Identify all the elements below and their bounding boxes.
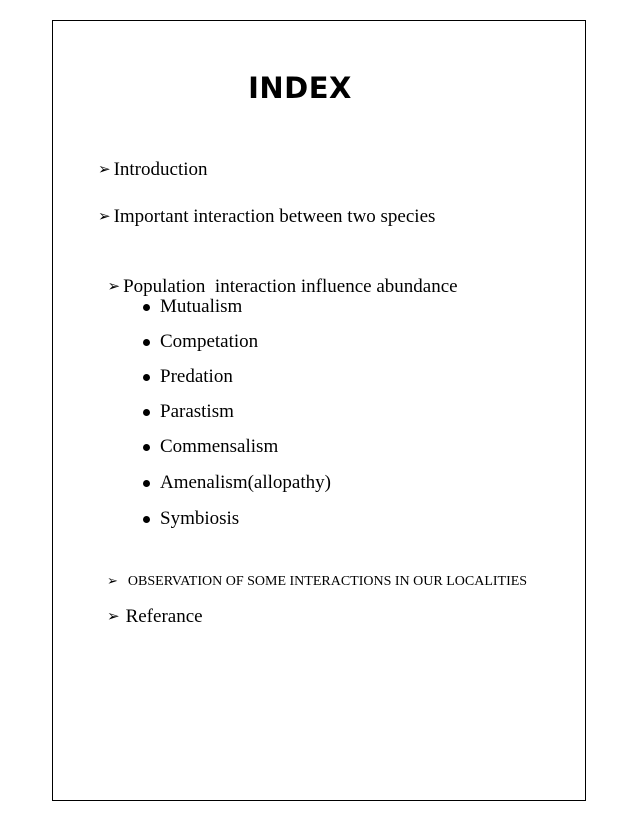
sub-item-label: Predation xyxy=(160,366,233,387)
sub-item-parastism xyxy=(160,400,234,424)
page-border xyxy=(52,20,586,801)
sub-item-mutualism xyxy=(160,295,242,319)
page-title: INDEX xyxy=(248,71,352,105)
arrow-bullet-icon: ➢ xyxy=(107,277,121,295)
arrow-bullet-icon: ➢ xyxy=(98,160,111,178)
index-entry-label: Referance xyxy=(125,606,203,627)
bullet-dot-icon xyxy=(143,339,150,346)
sub-item-amenalism xyxy=(160,471,331,495)
sub-item-commensalism xyxy=(160,435,278,459)
sub-item-label: Commensalism xyxy=(160,436,279,457)
bullet-dot-icon xyxy=(143,444,150,451)
sub-item-label: Symbiosis xyxy=(160,508,240,529)
index-entry-label: Introduction xyxy=(113,159,208,180)
index-entry-label: Important interaction between two species xyxy=(113,206,436,227)
sub-item-symbiosis xyxy=(160,507,239,531)
bullet-dot-icon xyxy=(143,304,150,311)
index-entry-observation xyxy=(107,570,527,594)
bullet-dot-icon xyxy=(143,374,150,381)
index-entry-label: OBSERVATION OF SOME INTERACTIONS IN OUR LOCALITIES xyxy=(127,574,528,589)
arrow-bullet-icon: ➢ xyxy=(107,574,118,589)
sub-item-predation xyxy=(160,365,233,389)
index-entry-population-interaction xyxy=(98,250,458,299)
sub-item-competation xyxy=(160,330,258,354)
bullet-dot-icon xyxy=(143,516,150,523)
index-entry-interaction-two-species xyxy=(98,204,435,229)
index-entry-reference xyxy=(107,604,203,629)
sub-item-label: Mutualism xyxy=(160,296,243,317)
bullet-dot-icon xyxy=(143,480,150,487)
sub-item-label: Amenalism(allopathy) xyxy=(160,472,331,493)
bullet-dot-icon xyxy=(143,409,150,416)
index-entry-label: Population interaction influence abundance xyxy=(123,276,458,297)
index-entry-introduction xyxy=(98,157,208,182)
sub-item-label: Parastism xyxy=(160,401,234,422)
arrow-bullet-icon: ➢ xyxy=(107,607,120,625)
arrow-bullet-icon: ➢ xyxy=(98,207,111,225)
sub-item-label: Competation xyxy=(160,331,259,352)
